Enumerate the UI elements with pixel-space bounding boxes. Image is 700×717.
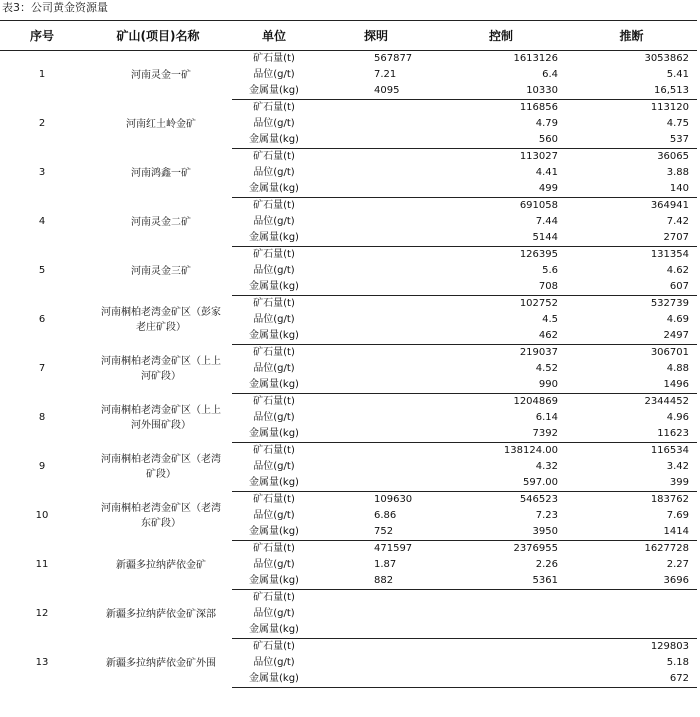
tuiduan-cell: 116534 [650,445,689,456]
kongzhi-cell: 708 [436,279,566,296]
unit-cell: 品位(g/t) [253,69,295,80]
unit-cell: 品位(g/t) [253,118,295,129]
kongzhi-cell: 113027 [519,151,558,162]
unit-cell: 金属量(kg) [232,426,316,443]
unit-cell: 金属量(kg) [232,671,316,688]
kongzhi-cell: 5.6 [542,265,558,276]
tuiduan-cell: 2497 [566,328,697,345]
tanming-cell: 1.87 [374,559,397,570]
seq-cell: 10 [35,510,49,521]
unit-cell: 品位(g/t) [253,657,295,668]
kongzhi-cell: 4.52 [535,363,558,374]
tuiduan-cell: 306701 [650,347,689,358]
tuiduan-cell: 5.18 [666,657,689,668]
seq-cell: 4 [38,216,46,227]
kongzhi-cell: 2.26 [535,559,558,570]
tanming-cell [316,426,436,443]
unit-cell: 矿石量(t) [253,249,295,260]
table-row [0,100,697,117]
tanming-cell: 6.86 [374,510,397,521]
unit-cell: 品位(g/t) [253,461,295,472]
unit-cell: 金属量(kg) [232,524,316,541]
tuiduan-cell: 2707 [566,230,697,247]
unit-cell: 品位(g/t) [253,216,295,227]
unit-cell: 金属量(kg) [232,377,316,394]
unit-cell: 矿石量(t) [253,200,295,211]
unit-cell: 矿石量(t) [253,592,295,603]
tanming-cell [316,230,436,247]
unit-cell: 矿石量(t) [253,494,295,505]
kongzhi-cell: 691058 [519,200,558,211]
seq-cell: 5 [38,265,46,276]
kongzhi-cell: 6.14 [535,412,558,423]
table-header [0,21,697,51]
kongzhi-cell [436,671,566,688]
table-row [0,198,697,215]
kongzhi-cell: 5361 [436,573,566,590]
tanming-cell [316,639,436,656]
kongzhi-cell: 597.00 [436,475,566,492]
tanming-cell [316,671,436,688]
tuiduan-cell: 3.42 [666,461,689,472]
tanming-cell [316,345,436,362]
tuiduan-cell [566,622,697,639]
tuiduan-cell [566,590,697,607]
tuiduan-cell: 4.96 [666,412,689,423]
tuiduan-cell: 672 [566,671,697,688]
header-tuiduan: 推断 [566,21,697,51]
tanming-cell: 471597 [374,543,413,554]
unit-cell: 品位(g/t) [253,608,295,619]
kongzhi-cell: 3950 [436,524,566,541]
tuiduan-cell [566,606,697,622]
tuiduan-cell: 1414 [566,524,697,541]
header-mine-name: 矿山(项目)名称 [84,21,232,51]
mine-name-cell: 河南灵金三矿 [131,265,191,277]
unit-cell: 矿石量(t) [253,641,295,652]
mine-name-cell: 新疆多拉纳萨依金矿 [116,559,206,571]
unit-cell: 金属量(kg) [232,181,316,198]
kongzhi-cell [436,639,566,656]
unit-cell: 金属量(kg) [232,279,316,296]
tanming-cell [316,312,436,328]
kongzhi-cell: 10330 [436,83,566,100]
kongzhi-cell: 102752 [519,298,558,309]
tuiduan-cell: 1496 [566,377,697,394]
mine-name-cell: 河南鸿鑫一矿 [131,167,191,179]
tanming-cell [316,198,436,215]
tuiduan-cell: 607 [566,279,697,296]
seq-cell: 2 [38,118,46,129]
table-row [0,149,697,166]
kongzhi-cell: 4.32 [535,461,558,472]
tuiduan-cell: 183762 [650,494,689,505]
mine-name-cell: 新疆多拉纳萨依金矿深部 [106,608,216,620]
unit-cell: 矿石量(t) [253,151,295,162]
tuiduan-cell: 131354 [650,249,689,260]
header-unit: 单位 [232,21,316,51]
tuiduan-cell: 16,513 [566,83,697,100]
table-row [0,639,697,656]
tanming-cell: 109630 [374,494,413,505]
tanming-cell: 882 [316,573,436,590]
mine-name-cell: 河南桐柏老湾金矿区（老湾东矿段） [101,503,221,529]
unit-cell: 品位(g/t) [253,265,295,276]
tanming-cell [316,655,436,671]
tanming-cell [316,100,436,117]
table-row [0,492,697,509]
tuiduan-cell: 113120 [650,102,689,113]
unit-cell: 矿石量(t) [253,543,295,554]
kongzhi-cell [436,606,566,622]
tanming-cell [316,459,436,475]
tanming-cell [316,328,436,345]
unit-cell: 金属量(kg) [232,132,316,149]
seq-cell: 13 [35,657,49,668]
mine-name-cell: 新疆多拉纳萨依金矿外围 [106,657,216,669]
kongzhi-cell: 219037 [519,347,558,358]
tanming-cell [316,214,436,230]
gold-resource-table [0,20,697,688]
kongzhi-cell: 462 [436,328,566,345]
tuiduan-cell: 532739 [650,298,689,309]
tanming-cell [316,279,436,296]
header-seq: 序号 [0,21,84,51]
tanming-cell [316,606,436,622]
mine-name-cell: 河南桐柏老湾金矿区（上上河矿段） [101,356,221,382]
mine-name-cell: 河南桐柏老湾金矿区（上上河外围矿段） [101,405,221,431]
table-row [0,51,697,68]
tanming-cell: 567877 [374,53,413,64]
header-row [0,21,697,51]
tuiduan-cell: 11623 [566,426,697,443]
kongzhi-cell: 1613126 [513,53,558,64]
table-row [0,443,697,460]
tanming-cell [316,377,436,394]
header-tanming: 探明 [316,21,436,51]
seq-cell: 7 [38,363,46,374]
seq-cell: 9 [38,461,46,472]
unit-cell: 矿石量(t) [253,53,295,64]
unit-cell: 矿石量(t) [253,298,295,309]
tanming-cell: 752 [316,524,436,541]
tuiduan-cell: 3053862 [644,53,689,64]
seq-cell: 3 [38,167,46,178]
tuiduan-cell: 4.62 [666,265,689,276]
tuiduan-cell: 2.27 [666,559,689,570]
tanming-cell [316,410,436,426]
tuiduan-cell: 5.41 [666,69,689,80]
kongzhi-cell: 116856 [519,102,558,113]
unit-cell: 金属量(kg) [232,328,316,345]
kongzhi-cell [436,590,566,607]
unit-cell: 矿石量(t) [253,445,295,456]
tuiduan-cell: 4.69 [666,314,689,325]
tanming-cell [316,116,436,132]
table-body [0,51,697,688]
kongzhi-cell: 990 [436,377,566,394]
tuiduan-cell: 4.75 [666,118,689,129]
tanming-cell [316,361,436,377]
seq-cell: 8 [38,412,46,423]
tanming-cell [316,263,436,279]
mine-name-cell: 河南红土岭金矿 [126,118,196,130]
unit-cell: 矿石量(t) [253,102,295,113]
kongzhi-cell [436,655,566,671]
table-row [0,296,697,313]
tanming-cell [316,443,436,460]
unit-cell: 金属量(kg) [232,573,316,590]
unit-cell: 品位(g/t) [253,412,295,423]
tuiduan-cell: 364941 [650,200,689,211]
seq-cell: 11 [35,559,49,570]
tanming-cell [316,475,436,492]
tuiduan-cell: 36065 [657,151,689,162]
mine-name-cell: 河南灵金二矿 [131,216,191,228]
unit-cell: 矿石量(t) [253,396,295,407]
tuiduan-cell: 3.88 [666,167,689,178]
tanming-cell [316,165,436,181]
table-title: 表3：公司黄金资源量 [2,1,108,14]
table-row [0,394,697,411]
kongzhi-cell: 4.79 [535,118,558,129]
kongzhi-cell: 4.41 [535,167,558,178]
unit-cell: 金属量(kg) [232,83,316,100]
unit-cell: 品位(g/t) [253,314,295,325]
tuiduan-cell: 4.88 [666,363,689,374]
unit-cell: 金属量(kg) [232,622,316,639]
tanming-cell [316,622,436,639]
unit-cell: 品位(g/t) [253,363,295,374]
unit-cell: 品位(g/t) [253,167,295,178]
mine-name-cell: 河南桐柏老湾金矿区（彭家老庄矿段） [101,307,221,333]
kongzhi-cell: 5144 [436,230,566,247]
tanming-cell [316,247,436,264]
unit-cell: 品位(g/t) [253,510,295,521]
kongzhi-cell: 546523 [519,494,558,505]
kongzhi-cell [436,622,566,639]
kongzhi-cell: 1204869 [513,396,558,407]
kongzhi-cell: 4.5 [542,314,558,325]
tuiduan-cell: 1627728 [644,543,689,554]
tanming-cell [316,394,436,411]
tuiduan-cell: 3696 [566,573,697,590]
kongzhi-cell: 6.4 [542,69,558,80]
table-row [0,247,697,264]
tanming-cell [316,181,436,198]
kongzhi-cell: 7.44 [535,216,558,227]
tuiduan-cell: 7.42 [666,216,689,227]
tanming-cell [316,590,436,607]
tuiduan-cell: 129803 [650,641,689,652]
table-row [0,345,697,362]
tanming-cell: 4095 [316,83,436,100]
header-kongzhi: 控制 [436,21,566,51]
kongzhi-cell: 138124.00 [503,445,558,456]
mine-name-cell: 河南桐柏老湾金矿区（老湾矿段） [101,454,221,480]
tuiduan-cell: 2344452 [644,396,689,407]
tanming-cell [316,149,436,166]
tanming-cell: 7.21 [374,69,397,80]
kongzhi-cell: 7.23 [535,510,558,521]
kongzhi-cell: 2376955 [513,543,558,554]
seq-cell: 12 [35,608,49,619]
tuiduan-cell: 537 [566,132,697,149]
mine-name-cell: 河南灵金一矿 [131,69,191,81]
tanming-cell [316,296,436,313]
tanming-cell [316,132,436,149]
unit-cell: 品位(g/t) [253,559,295,570]
kongzhi-cell: 499 [436,181,566,198]
unit-cell: 矿石量(t) [253,347,295,358]
kongzhi-cell: 7392 [436,426,566,443]
tuiduan-cell: 140 [566,181,697,198]
seq-cell: 6 [38,314,46,325]
table-row [0,590,697,607]
seq-cell: 1 [38,69,46,81]
tuiduan-cell: 7.69 [666,510,689,521]
unit-cell: 金属量(kg) [232,230,316,247]
unit-cell: 金属量(kg) [232,475,316,492]
table-row [0,541,697,558]
kongzhi-cell: 126395 [519,249,558,260]
kongzhi-cell: 560 [436,132,566,149]
tuiduan-cell: 399 [566,475,697,492]
